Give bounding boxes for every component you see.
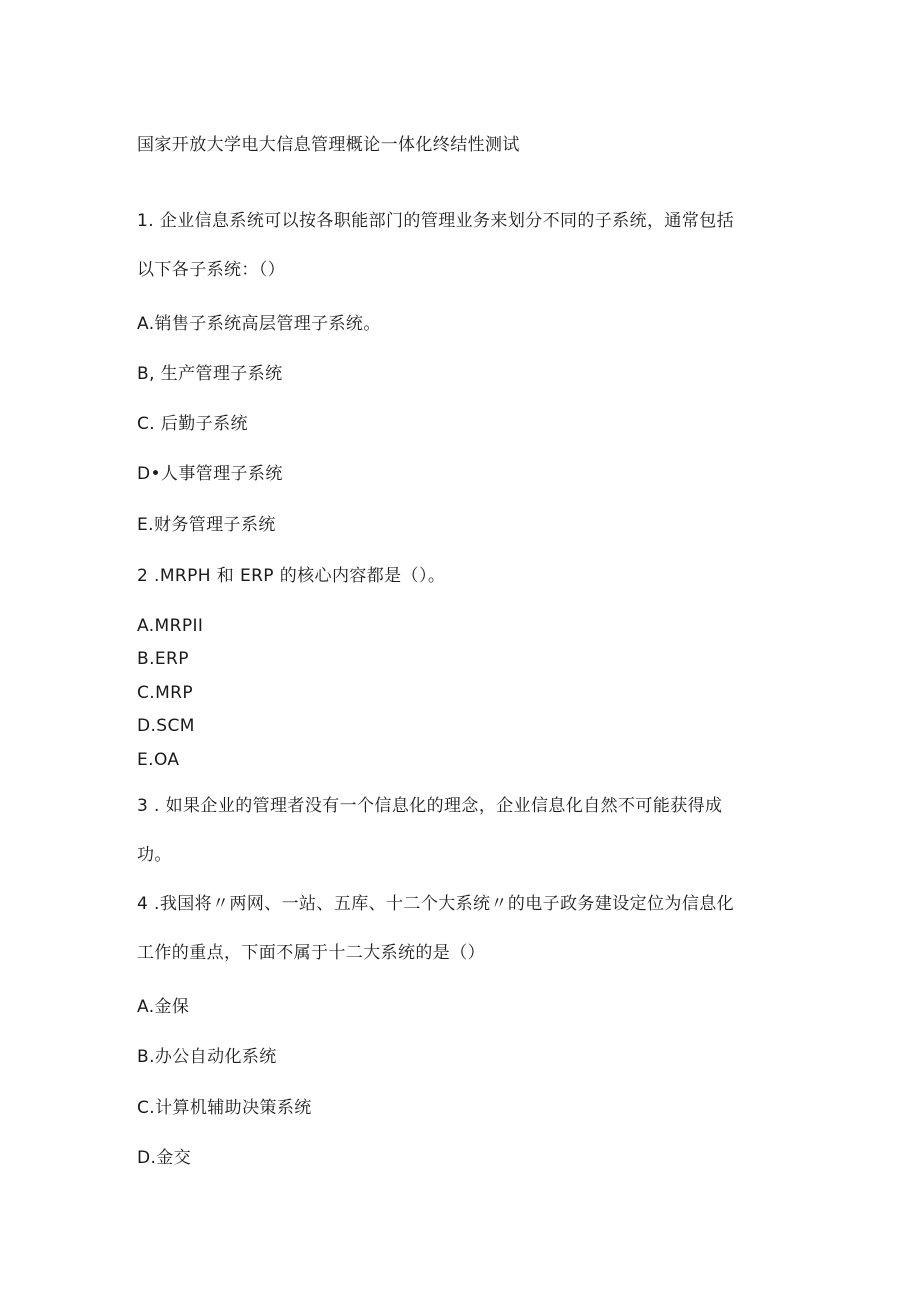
question-1-stem-line-1: 1. 企业信息系统可以按各职能部门的管理业务来划分不同的子系统，通常包括 bbox=[137, 211, 735, 231]
question-2-stem: 2 .MRPH 和 ERP 的核心内容都是（）。 bbox=[137, 566, 446, 586]
question-2-option-d: D.SCM bbox=[137, 716, 195, 736]
document-title: 国家开放大学电大信息管理概论一体化终结性测试 bbox=[137, 135, 520, 155]
question-4-stem-line-1: 4 .我国将〃两网、一站、五库、十二个大系统〃的电子政务建设定位为信息化 bbox=[137, 894, 735, 914]
question-3-stem-line-2: 功。 bbox=[137, 845, 172, 865]
question-4-stem-line-2: 工作的重点，下面不属于十二大系统的是（） bbox=[137, 943, 485, 963]
question-4-option-a: A.金保 bbox=[137, 997, 190, 1017]
question-4-option-b: B.办公自动化系统 bbox=[137, 1047, 277, 1067]
question-1-option-c: C. 后勤子系统 bbox=[137, 414, 248, 434]
question-1-option-b: B, 生产管理子系统 bbox=[137, 364, 283, 384]
question-2-option-a: A.MRPII bbox=[137, 616, 204, 636]
question-1-option-e: E.财务管理子系统 bbox=[137, 515, 276, 535]
question-2-option-e: E.OA bbox=[137, 750, 180, 770]
question-2-option-b: B.ERP bbox=[137, 649, 189, 669]
question-1-option-a: A.销售子系统高层管理子系统。 bbox=[137, 314, 381, 334]
question-2-option-c: C.MRP bbox=[137, 683, 194, 703]
question-3-stem-line-1: 3 . 如果企业的管理者没有一个信息化的理念，企业信息化自然不可能获得成 bbox=[137, 796, 723, 816]
question-1-stem-line-2: 以下各子系统：（） bbox=[137, 260, 286, 280]
question-4-option-c: C.计算机辅助决策系统 bbox=[137, 1098, 312, 1118]
question-1-option-d: D•人事管理子系统 bbox=[137, 464, 283, 484]
question-4-option-d: D.金交 bbox=[137, 1148, 192, 1168]
